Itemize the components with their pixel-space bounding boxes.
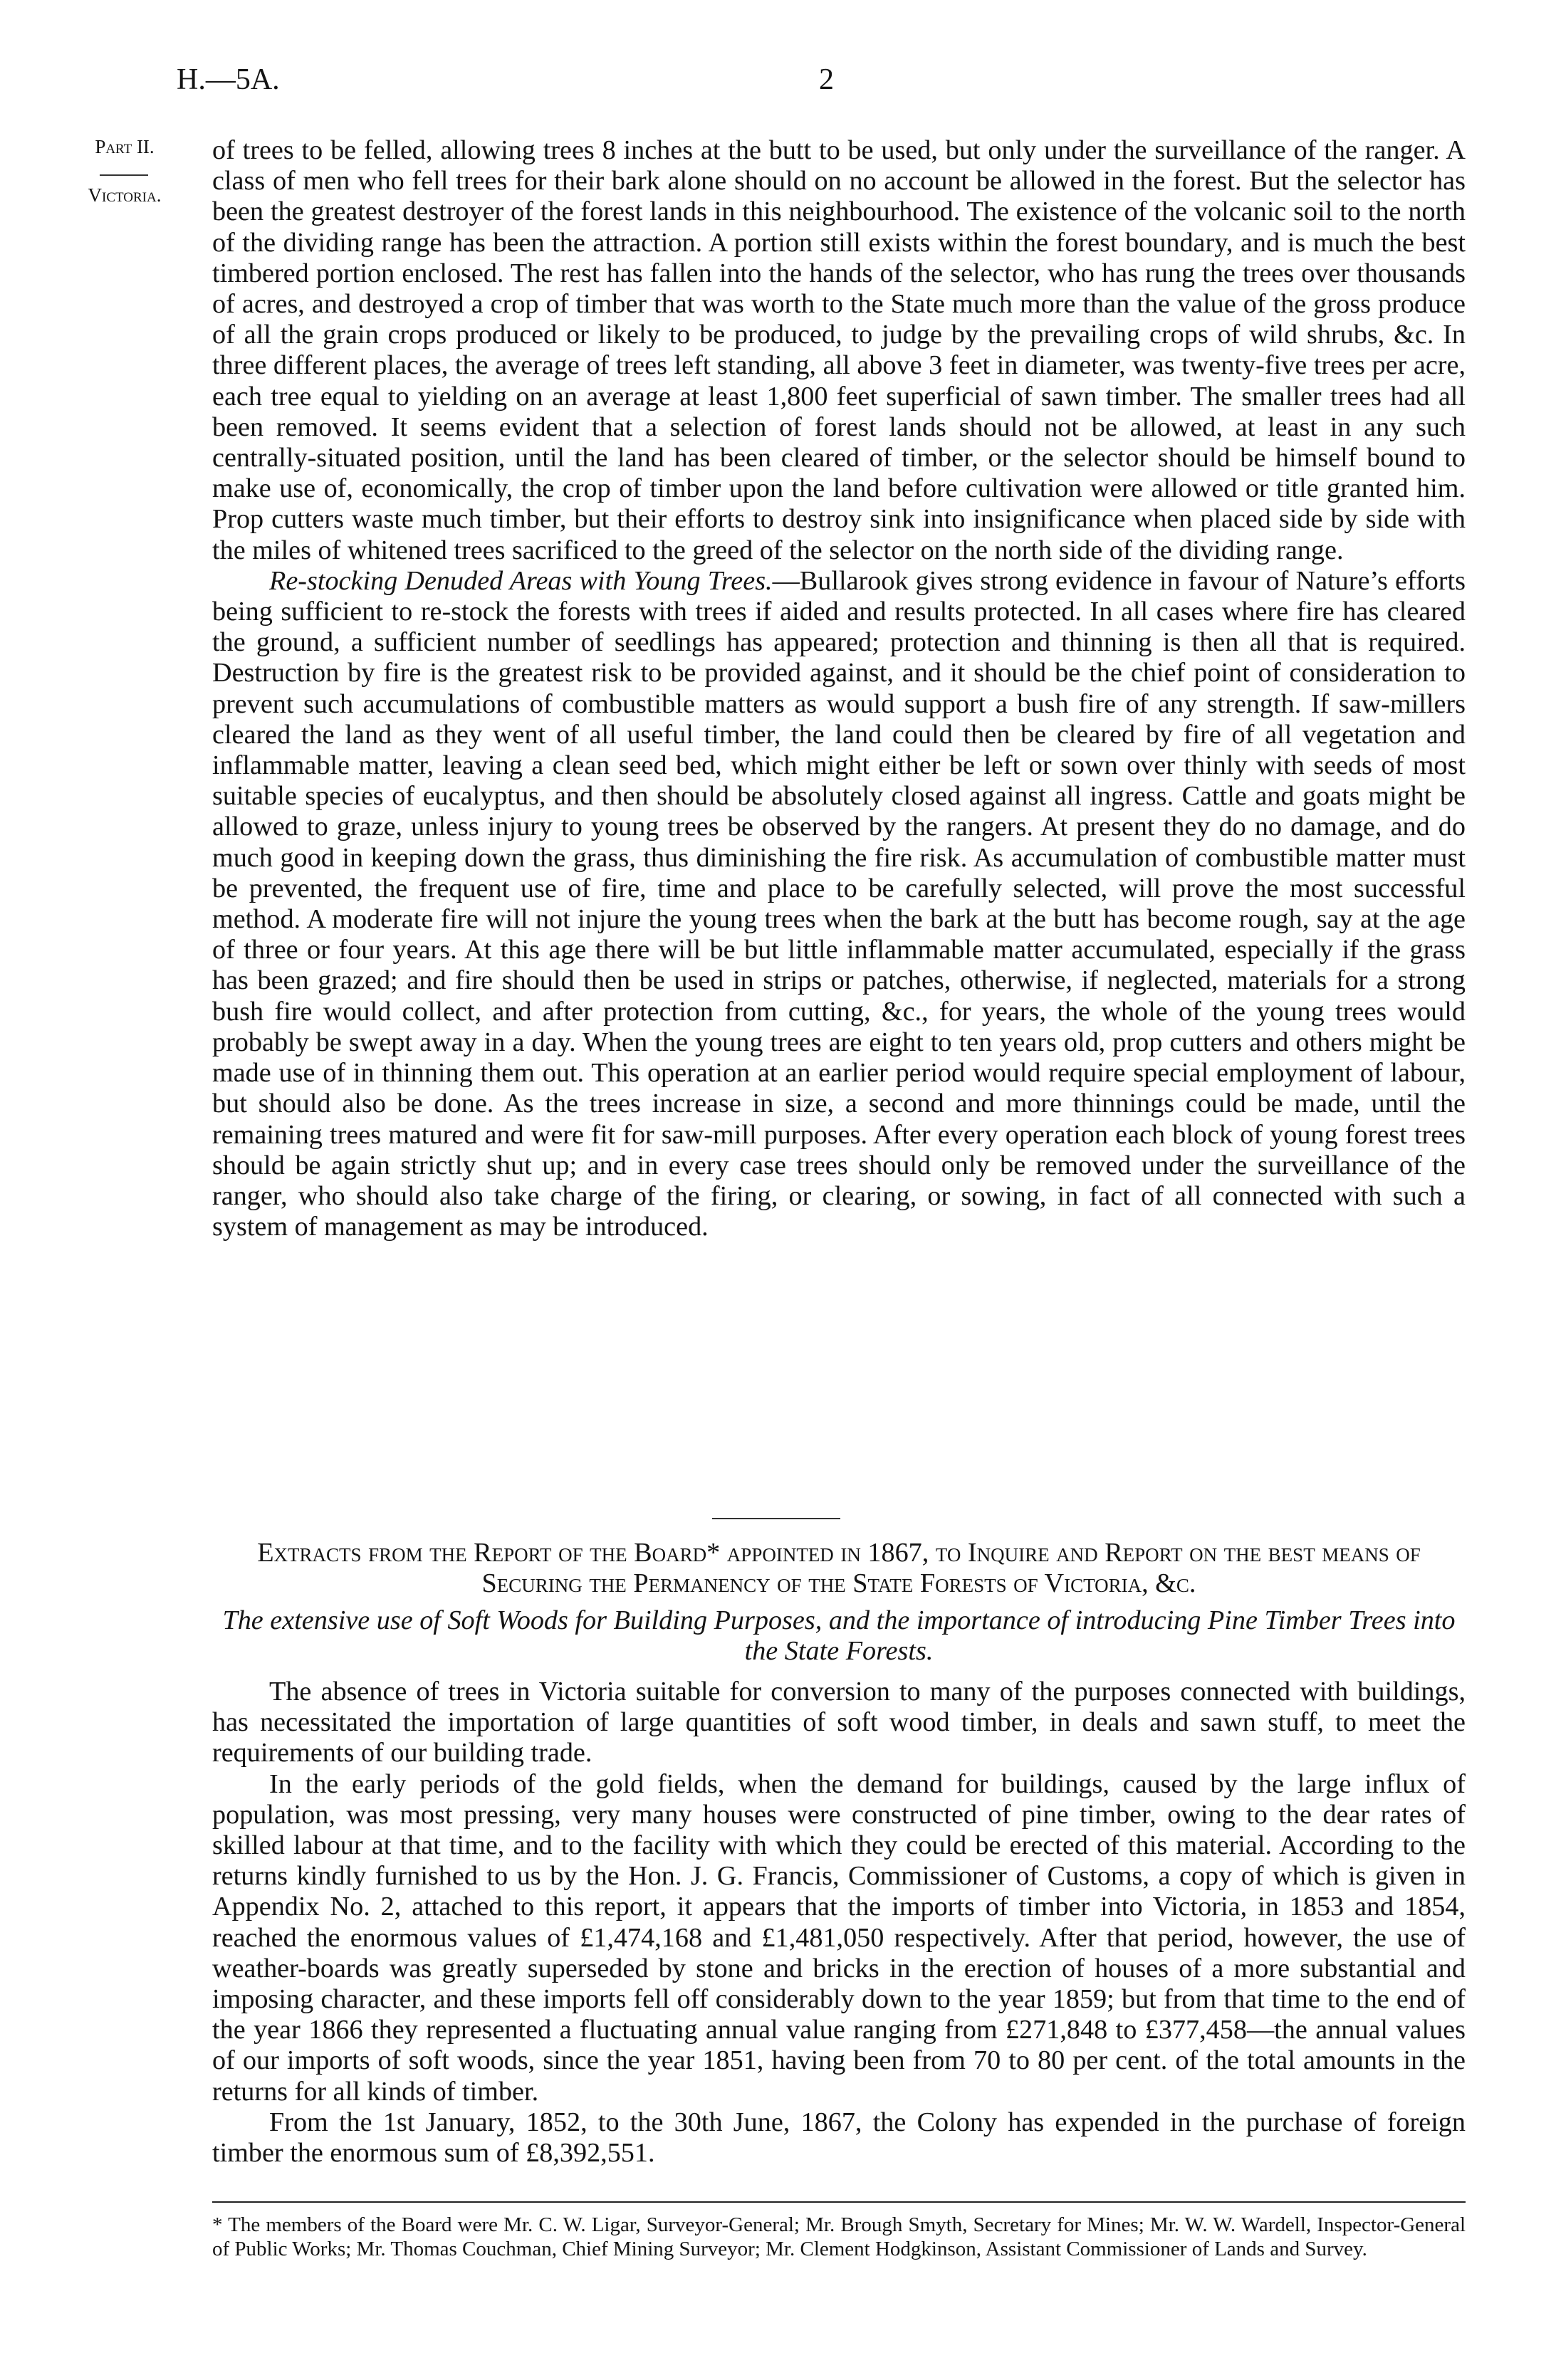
paragraph-selector-destruction: of trees to be felled, allowing trees 8 inches at the butt to be used, but only under the surveillance of the ranger. A class of men who fell trees for their bark alone should on no account be allowed in the forest. But the selector has been the greatest destroyer of the forest lands in this neighbourhood. The existence of the volcanic soil to the north of the dividing range has been the attraction. A portion still exists within the forest boundary, and is much the best timbered portion enclosed. The rest has fallen into the hands of the selector, who has rung the trees over thousands of acres, and destroyed a crop of timber that was worth to the State much more than the value of the gross produce of all the grain crops produced or likely to be produced, to judge by the prevailing crops of wild shrubs, &c. In three different places, the average of trees left standing, all above 3 feet in diameter, was twenty-five trees per acre, each tree equal to yielding on an average at least 1,800 feet superficial of sawn timber. The smaller trees had all been removed. It seems evident that a selection of forest lands should not be allowed, at least in any such centrally-situated position, until the land has been cleared of timber, or the selector should be himself bound to make use of, economically, the crop of timber upon the land before cultivation were allowed or title granted him. Prop cutters waste much timber, but their efforts to destroy sink into insignificance when placed side by side with the miles of whitened trees sacrificed to the greed of the selector on the north side of the dividing range. bbox=[212, 135, 1466, 565]
section-soft-woods bbox=[212, 1677, 1466, 2169]
paragraph-absence-of-trees: The absence of trees in Victoria suitable for conversion to many of the purposes connected with buildings, has necessitated the importation of large quantities of soft wood timber, in deals and sawn stuff, to meet the requirements of our building trade. bbox=[212, 1677, 1466, 1768]
restocking-text: —Bullarook gives strong evidence in favour of Nature’s efforts being sufficient to re-stock the forests with trees if aided and results protected. In all cases where fire has cleared the ground, a sufficient number of seedlings has appeared; protection and thinning is then all that is required. Destruction by fire is the greatest risk to be provided against, and it should be the chief point of consideration to prevent such accumulations of combustible matters as would support a bush fire of any strength. If saw-millers cleared the land as they went of all useful timber, the land could then be cleared by fire of all vegetation and inflammable matter, leaving a clean seed bed, which might either be left or sown over thinly with seeds of most suitable species of eucalyptus, and then should be absolutely closed against all ingress. Cattle and goats might be allowed to graze, unless injury to young trees be observed by the rangers. At present they do no damage, and do much good in keeping down the grass, thus diminishing the fire risk. As accumulation of combustible matter must be prevented, the frequent use of fire, time and place to be carefully selected, will prove the most successful method. A moderate fire will not injure the young trees when the bark at the butt has become rough, say at the age of three or four years. At this age there will be but little inflammable matter accumulated, especially if the grass has been grazed; and fire should then be used in strips or patches, otherwise, if neglected, materials for a strong bush fire would collect, and after protection from cutting, &c., for years, the whole of the young trees would probably be swept away in a day. When the young trees are eight to ten years old, prop cutters and others might be made use of in thinning them out. This operation at an earlier period would require special employment of labour, but should also be done. As the trees increase in size, a second and more thinnings could be made, until the remaining trees matured and were fit for saw-mill purposes. After every operation each block of young forest trees should be again strictly shut up; and in every case trees should only be removed under the surveillance of the ranger, who should also take charge of the firing, or clearing, or sowing, in fact of all connected with such a system of management as may be introduced. bbox=[212, 565, 1466, 1242]
footnote-rule bbox=[212, 2201, 1466, 2203]
page-number: 2 bbox=[819, 63, 834, 96]
margin-region-label: Victoria. bbox=[88, 184, 162, 206]
section-divider bbox=[712, 1518, 840, 1519]
paragraph-expenditure: From the 1st January, 1852, to the 30th June, 1867, the Colony has expended in the purchase of foreign timber the enormous sum of £8,392,551. bbox=[212, 2107, 1466, 2169]
paragraph-gold-fields-imports: In the early periods of the gold fields, when the demand for buildings, caused by the large influx of population, was most pressing, very many houses were constructed of pine timber, owing to the dear rates of skilled labour at that time, and to the facility with which they could be erected of this material. According to the returns kindly furnished to us by the Hon. J. G. Francis, Commissioner of Customs, a copy of which is given in Appendix No. 2, attached to this report, it appears that the imports of timber into Victoria, in 1853 and 1854, reached the enormous values of £1,474,168 and £1,481,050 respectively. After that period, however, the use of weather-boards was greatly superseded by stone and bricks in the erection of houses of a more substantial and imposing character, and these imports fell off considerably down to the year 1859; but from that time to the end of the year 1866 they represented a fluctuating annual value ranging from £271,848 to £377,458—the annual values of our imports of soft woods, since the year 1851, having been from 70 to 80 per cent. of the total amounts in the returns for all kinds of timber. bbox=[212, 1768, 1466, 2107]
margin-rule bbox=[100, 174, 148, 176]
footnote-board-members: * The members of the Board were Mr. C. W. Ligar, Surveyor-General; Mr. Brough Smyth, Secretary for Mines; Mr. W. W. Wardell, Inspector-General of Public Works; Mr. Thomas Couchman, Chief Mining Surveyor; Mr. Clement Hodgkinson, Assistant Commissioner of Lands and Survey. bbox=[212, 2213, 1466, 2260]
restocking-heading: Re-stocking Denuded Areas with Young Trees. bbox=[269, 565, 773, 596]
paragraph-restocking bbox=[212, 566, 1466, 1242]
extracts-title: Extracts from the Report of the Board* appointed in 1867, to Inquire and Report on the best means of Securing the Permanency of the State Forests of Victoria, &c. bbox=[257, 1538, 1421, 1599]
margin-part-label: Part II. bbox=[95, 136, 155, 157]
document-reference: H.—5A. bbox=[177, 63, 280, 96]
section-forest-selection bbox=[212, 135, 1466, 1242]
extracts-subtitle: The extensive use of Soft Woods for Building Purposes, and the importance of introducing Pine Timber Trees into the State Forests. bbox=[222, 1605, 1456, 1667]
